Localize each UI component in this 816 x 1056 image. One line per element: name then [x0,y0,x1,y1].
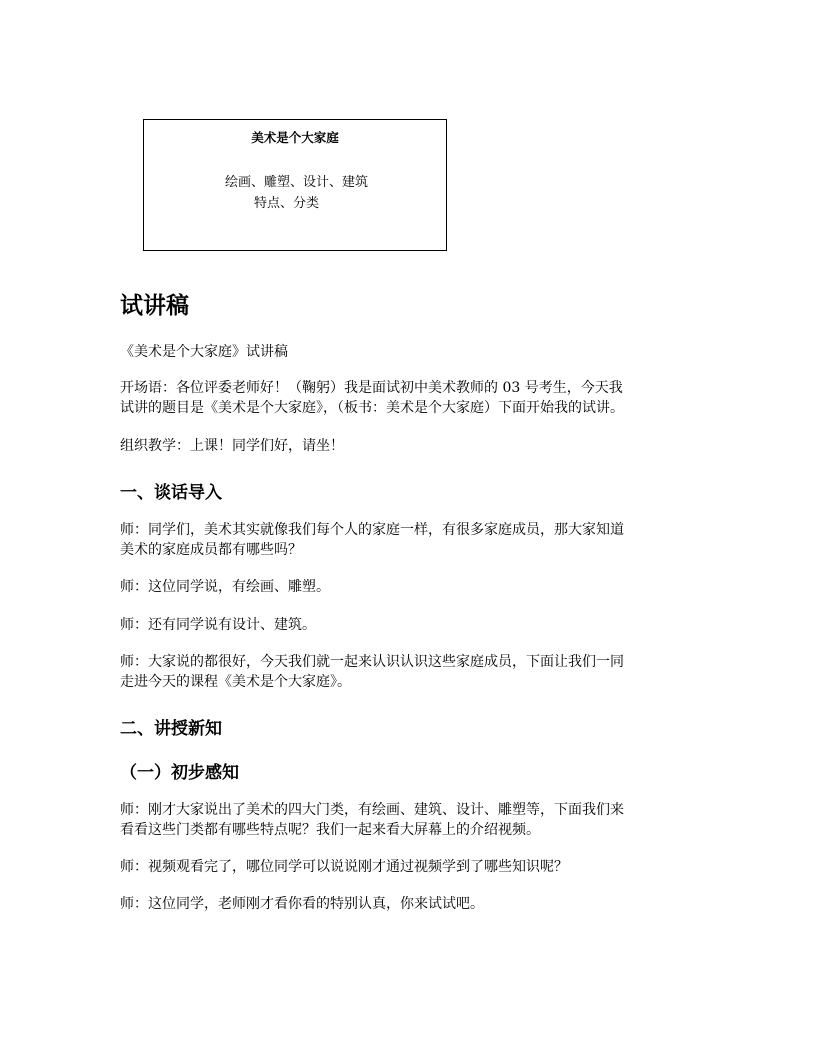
section-heading-new-knowledge: 二、讲授新知 [120,719,222,739]
opening-line-1: 开场语：各位评委老师好！（鞠躬）我是面试初中美术教师的 03 号考生，今天我 [120,380,623,396]
board-title: 美术是个大家庭 [251,130,339,145]
intro-paragraph-1-line-1: 师：同学们，美术其实就像我们每个人的家庭一样，有很多家庭成员，那大家知道 [120,522,624,538]
perception-paragraph-1-line-1: 师：刚才大家说出了美术的四大门类，有绘画、建筑、设计、雕塑等，下面我们来 [120,802,624,818]
intro-paragraph-4-line-2: 走进今天的课程《美术是个大家庭》。 [120,674,351,690]
perception-paragraph-2: 师：视频观看完了，哪位同学可以说说刚才通过视频学到了哪些知识呢？ [120,859,568,875]
organize-paragraph: 组织教学：上课！同学们好，请坐！ [120,438,344,454]
opening-line-2: 试讲的题目是《美术是个大家庭》，（板书：美术是个大家庭）下面开始我的试讲。 [120,400,624,416]
intro-paragraph-2: 师：这位同学说，有绘画、雕塑。 [120,579,330,595]
blackboard-summary-box [143,119,447,251]
board-line-categories: 绘画、雕塑、设计、建筑 [225,175,369,190]
subsection-heading-perception: （一）初步感知 [120,763,239,783]
section-heading-intro: 一、谈话导入 [120,483,222,503]
board-line-features: 特点、分类 [254,196,320,211]
perception-paragraph-3: 师：这位同学，老师刚才看你看的特别认真，你来试试吧。 [120,896,484,912]
intro-paragraph-4-line-1: 师：大家说的都很好，今天我们就一起来认识认识这些家庭成员，下面让我们一同 [120,654,624,670]
document-title: 试讲稿 [120,293,189,319]
intro-paragraph-1-line-2: 美术的家庭成员都有哪些吗？ [120,542,302,558]
subtitle-paragraph: 《美术是个大家庭》试讲稿 [120,344,288,360]
intro-paragraph-3: 师：还有同学说有设计、建筑。 [120,617,316,633]
perception-paragraph-1-line-2: 看看这些门类都有哪些特点呢？我们一起来看大屏幕上的介绍视频。 [120,822,540,838]
